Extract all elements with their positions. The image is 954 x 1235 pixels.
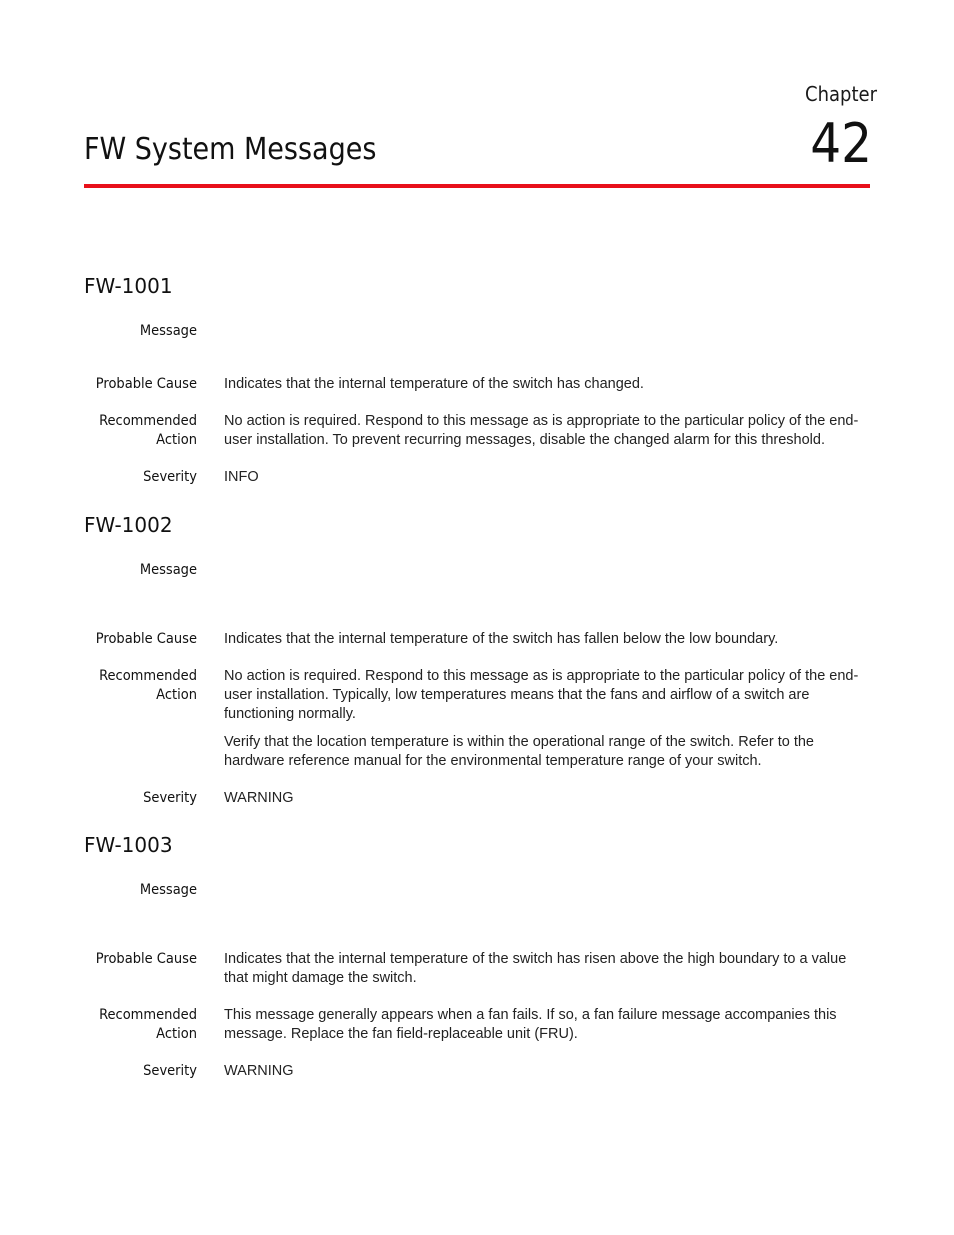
message-label: Message — [139, 882, 197, 898]
probable-cause-label: Probable Cause — [95, 631, 197, 647]
severity-value: WARNING — [224, 790, 294, 806]
recommended-label-line2: Action — [156, 687, 197, 703]
recommended-action-label — [57, 412, 197, 450]
severity-label: Severity — [143, 469, 197, 485]
probable-cause-text: Indicates that the internal temperature of the switch has fallen below the low boundary. — [224, 631, 779, 647]
severity-label: Severity — [143, 790, 197, 806]
severity-value: WARNING — [224, 1063, 294, 1079]
recommended-action-text — [224, 667, 874, 780]
section-heading-fw-1003: FW-1003 — [84, 833, 173, 857]
severity-value: INFO — [224, 469, 259, 485]
recommended-label-line1: Recommended — [99, 668, 197, 684]
section-heading-fw-1002: FW-1002 — [84, 513, 173, 537]
recommended-label-line1: Recommended — [99, 1007, 197, 1023]
recommended-label-line1: Recommended — [99, 413, 197, 429]
severity-label: Severity — [143, 1063, 197, 1079]
message-label: Message — [139, 562, 197, 578]
chapter-label: Chapter — [805, 82, 877, 106]
recommended-action-text — [224, 1006, 874, 1053]
probable-cause-text: Indicates that the internal temperature of the switch has changed. — [224, 376, 644, 392]
title-rule — [84, 184, 870, 188]
action-paragraph: This message generally appears when a fan fails. If so, a fan failure message accompanies this message. Replace the fan field-replaceable unit (FRU). — [224, 1007, 837, 1042]
probable-cause-label: Probable Cause — [95, 951, 197, 967]
recommended-action-text — [224, 412, 874, 459]
chapter-title: FW System Messages — [84, 132, 377, 167]
recommended-action-label — [57, 1006, 197, 1044]
probable-cause-label: Probable Cause — [95, 376, 197, 392]
chapter-number: 42 — [810, 112, 872, 175]
action-paragraph: Verify that the location temperature is within the operational range of the switch. Refer to the hardware reference manual for the environmental temperature range of your switch. — [224, 734, 814, 769]
action-paragraph: No action is required. Respond to this message as is appropriate to the particular policy of the end-user installation. To prevent recurring messages, disable the changed alarm for this threshold. — [224, 413, 859, 448]
recommended-action-label — [57, 667, 197, 705]
recommended-label-line2: Action — [156, 1026, 197, 1042]
message-label: Message — [139, 323, 197, 339]
section-heading-fw-1001: FW-1001 — [84, 274, 173, 298]
probable-cause-text: Indicates that the internal temperature of the switch has risen above the high boundary to a value that might damage the switch. — [224, 951, 847, 986]
recommended-label-line2: Action — [156, 432, 197, 448]
action-paragraph: No action is required. Respond to this message as is appropriate to the particular policy of the end-user installation. Typically, low temperatures means that the fans and airflow of a switch are functioning normally. — [224, 668, 859, 722]
